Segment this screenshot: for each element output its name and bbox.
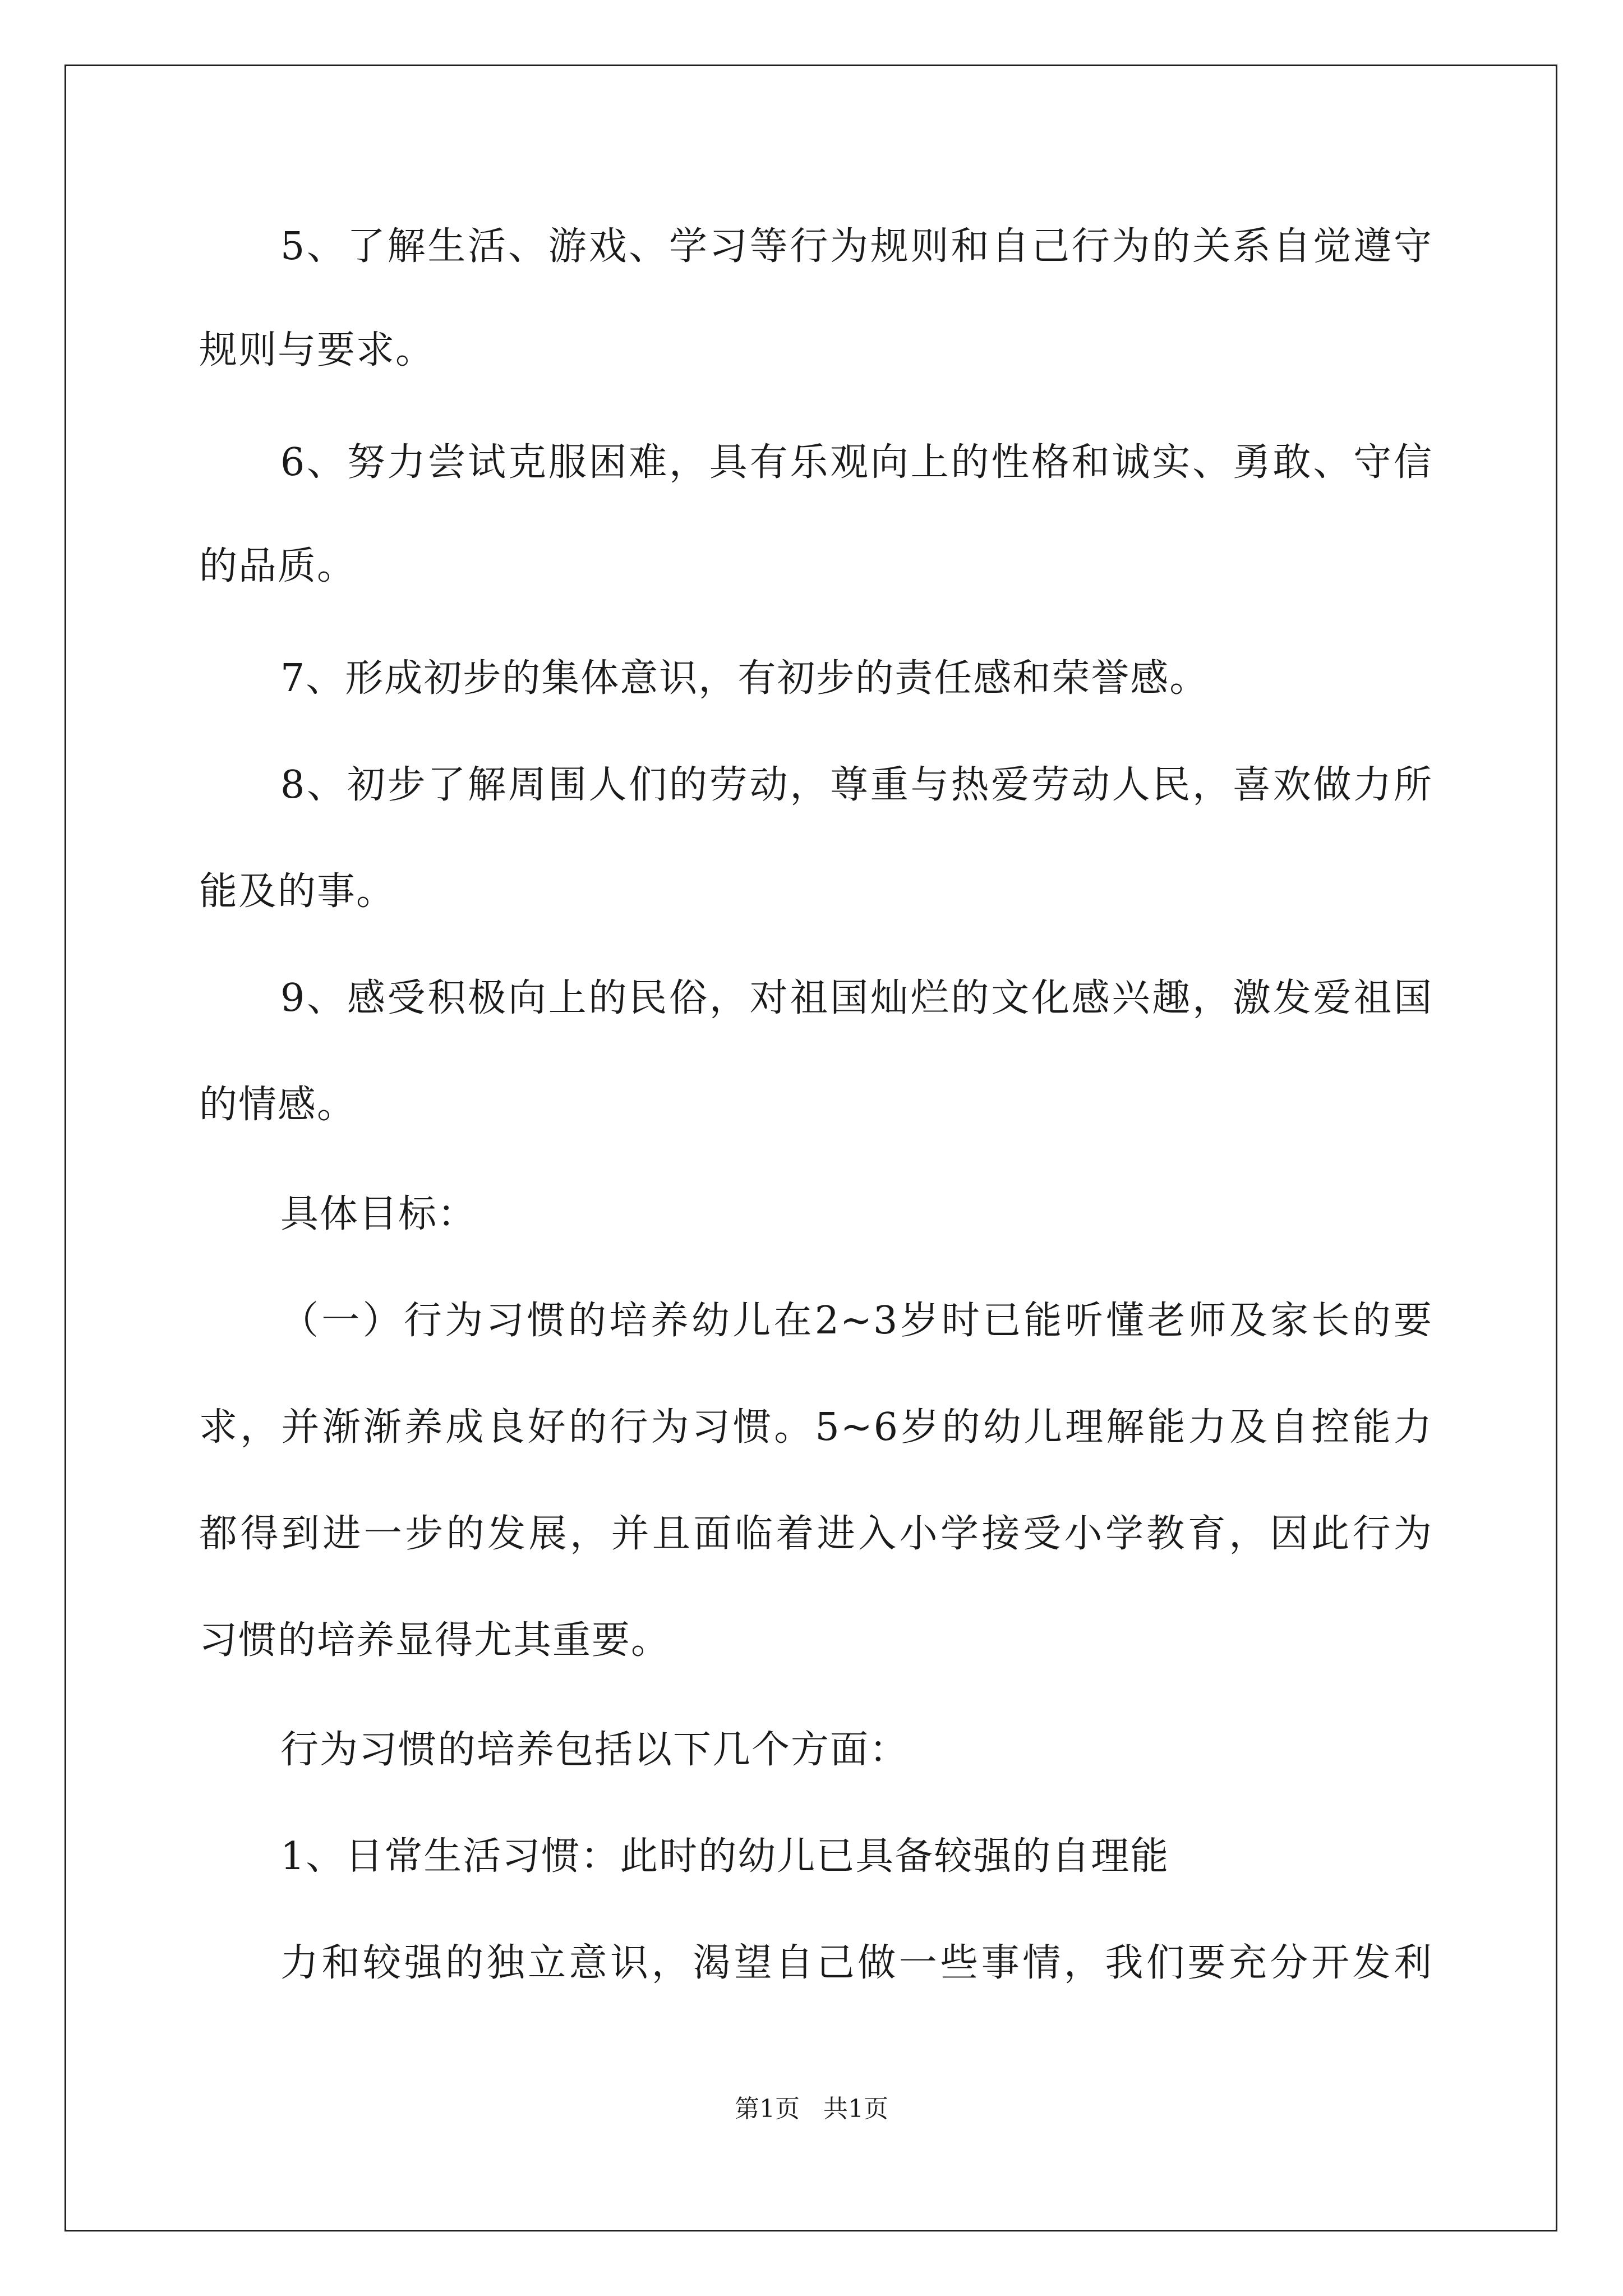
- paragraph-line: 的情感。: [199, 1083, 357, 1127]
- paragraph-line: 行为习惯的培养包括以下几个方面：: [280, 1728, 909, 1772]
- subheading: 具体目标：: [280, 1192, 477, 1236]
- paragraph-line: 能及的事。: [199, 869, 396, 914]
- paragraph-line: 求，并渐渐养成良好的行为习惯。5~6岁的幼儿理解能力及自控能力: [199, 1405, 1433, 1450]
- page-number-footer: 第1页 共1页: [735, 2095, 888, 2123]
- paragraph-line: 6、努力尝试克服困难，具有乐观向上的性格和诚实、勇敢、守信: [280, 440, 1433, 485]
- paragraph-line: 习惯的培养显得尤其重要。: [199, 1618, 671, 1663]
- paragraph-line: 7、形成初步的集体意识，有初步的责任感和荣誉感。: [280, 656, 1209, 701]
- paragraph-line: 规则与要求。: [199, 328, 435, 372]
- paragraph-line: 1、日常生活习惯：此时的幼儿已具备较强的自理能: [280, 1834, 1170, 1879]
- page-border: [64, 65, 1557, 2231]
- paragraph-line: （一）行为习惯的培养幼儿在2~3岁时已能听懂老师及家长的要: [280, 1299, 1433, 1343]
- paragraph-line: 9、感受积极向上的民俗，对祖国灿烂的文化感兴趣，激发爱祖国: [280, 976, 1433, 1020]
- paragraph-line: 8、初步了解周围人们的劳动，尊重与热爱劳动人民，喜欢做力所: [280, 763, 1433, 807]
- paragraph-line: 5、了解生活、游戏、学习等行为规则和自己行为的关系自觉遵守: [280, 224, 1433, 269]
- paragraph-line: 的品质。: [199, 544, 357, 588]
- paragraph-line: 都得到进一步的发展，并且面临着进入小学接受小学教育，因此行为: [199, 1512, 1433, 1556]
- paragraph-line: 力和较强的独立意识，渴望自己做一些事情，我们要充分开发利: [280, 1941, 1433, 1985]
